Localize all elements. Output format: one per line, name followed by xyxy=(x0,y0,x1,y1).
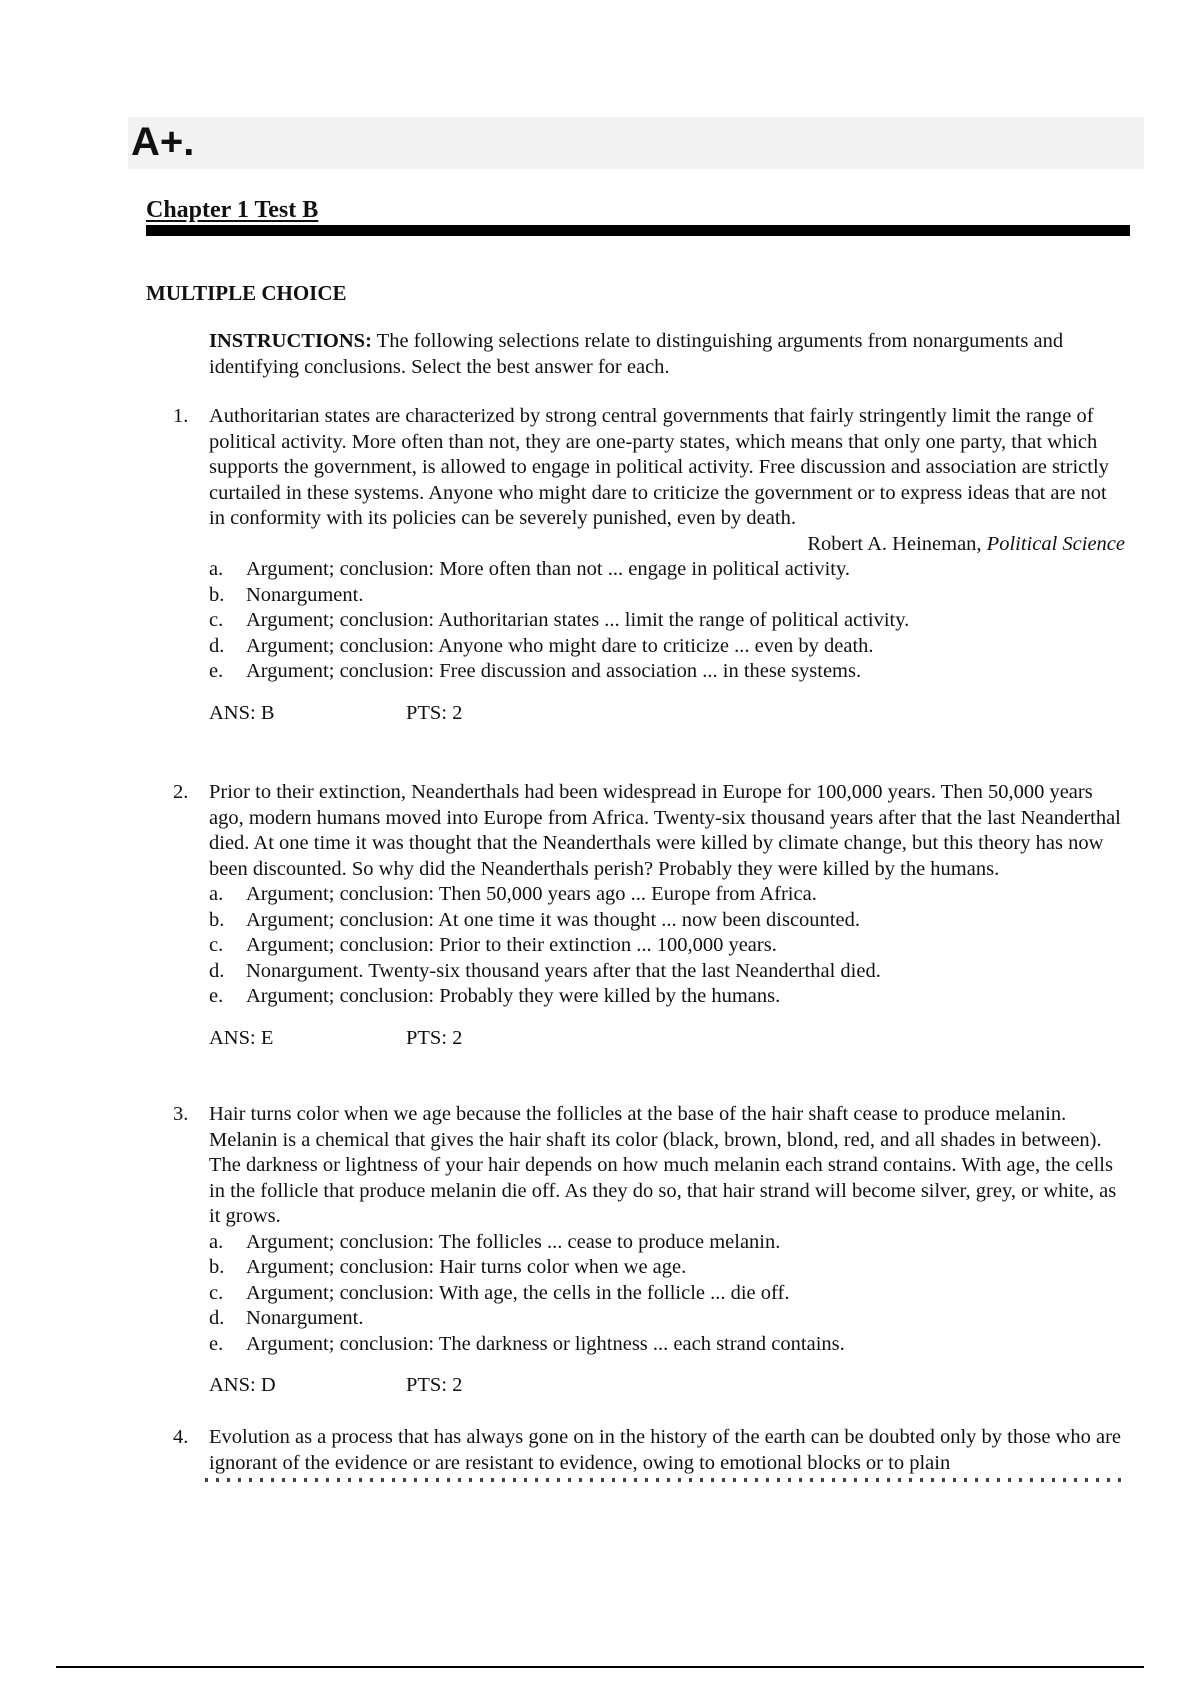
option-text: Argument; conclusion: At one time it was thought ... now been discounted. xyxy=(246,908,860,931)
option-letter: b. xyxy=(209,1256,225,1278)
option-b xyxy=(209,1255,1200,1281)
chapter-title: Chapter 1 Test B xyxy=(146,197,319,223)
option-letter: c. xyxy=(209,609,224,631)
option-letter: d. xyxy=(209,1307,225,1329)
option-e xyxy=(209,659,1200,685)
answer-options xyxy=(209,882,1200,1010)
option-text: Argument; conclusion: The darkness or lightness ... each strand contains. xyxy=(246,1332,845,1355)
option-letter: c. xyxy=(209,1281,224,1304)
option-text: Argument; conclusion: Free discussion and association ... in these systems. xyxy=(246,660,862,682)
question-2 xyxy=(0,780,1200,1052)
question-text: Authoritarian states are characterized by strong central governments that fairly stringently limit the range of political activity. More often than not, they are one-party states, which means that only one party, that which supports the government, is allowed to engage in political activity. Free discussion and association are strictly curtailed in these systems. Anyone who might dare to criticize the government or to express ideas that are not in conformity with its policies can be severely punished, even by death. xyxy=(209,405,1109,529)
option-text: Nonargument. xyxy=(246,583,364,606)
points-value: PTS: 2 xyxy=(406,1374,463,1396)
question-1 xyxy=(0,404,1200,727)
title-rule xyxy=(146,225,1130,236)
option-text: Argument; conclusion: Then 50,000 years ago ... Europe from Africa. xyxy=(246,883,817,905)
option-e xyxy=(209,1332,1200,1358)
question-text: Hair turns color when we age because the follicles at the base of the hair shaft cease to produce melanin. Melanin is a chemical that gives the hair shaft its color (black, brown, blond, red, and all shades in between). The darkness or lightness of your hair depends on how much melanin each strand contains. With age, the cells in the follicle that produce melanin die off. As they do so, that hair strand will become silver, grey, or white, as it grows. xyxy=(209,1103,1117,1227)
answer-key: ANS: E xyxy=(209,1026,274,1049)
option-letter: d. xyxy=(209,634,225,657)
option-text: Argument; conclusion: Anyone who might dare to criticize ... even by death. xyxy=(246,634,874,657)
source-author: Robert A. Heineman, xyxy=(807,532,982,555)
option-text: Argument; conclusion: With age, the cells in the follicle ... die off. xyxy=(246,1281,790,1304)
points-value: PTS: 2 xyxy=(406,701,463,724)
truncated-text-line xyxy=(205,1478,1125,1482)
option-text: Argument; conclusion: Probably they were killed by the humans. xyxy=(246,985,781,1007)
option-d xyxy=(209,634,1200,660)
option-a xyxy=(209,1230,1200,1256)
option-letter: a. xyxy=(209,883,224,905)
option-letter: e. xyxy=(209,1332,224,1355)
option-text: Argument; conclusion: Hair turns color when we age. xyxy=(246,1256,687,1278)
answer-key: ANS: B xyxy=(209,701,275,724)
option-c xyxy=(209,933,1200,959)
option-text: Nonargument. Twenty-six thousand years after that the last Neanderthal died. xyxy=(246,959,881,982)
question-number: 2. xyxy=(173,781,189,803)
option-text: Argument; conclusion: Authoritarian states ... limit the range of political activity. xyxy=(246,609,910,631)
option-a xyxy=(209,557,1200,583)
question-text: Prior to their extinction, Neanderthals had been widespread in Europe for 100,000 years. Then 50,000 years ago, modern humans moved into Europe from Africa. Twenty-six thousand years after that the last Neanderthal died. At one time it was thought that the Neanderthals were killed by climate change, but this theory has now been discounted. So why did the Neanderthals perish? Probably they were killed by the humans. xyxy=(209,781,1121,880)
instructions-text: The following selections relate to distinguishing arguments from nonarguments and identifying conclusions. Select the best answer for each. xyxy=(209,330,1064,378)
option-b xyxy=(209,583,1200,609)
option-letter: b. xyxy=(209,583,225,606)
answer-line xyxy=(209,1026,1200,1052)
option-b xyxy=(209,908,1200,934)
footer-rule xyxy=(56,1666,1144,1668)
site-logo: A+. xyxy=(131,120,195,164)
question-number: 3. xyxy=(173,1103,189,1125)
question-source xyxy=(209,532,1125,558)
question-number: 1. xyxy=(173,405,189,427)
answer-line xyxy=(209,701,1200,727)
option-d xyxy=(209,959,1200,985)
option-e xyxy=(209,984,1200,1010)
answer-line xyxy=(209,1373,1200,1399)
option-text: Argument; conclusion: The follicles ... cease to produce melanin. xyxy=(246,1230,781,1253)
option-text: Nonargument. xyxy=(246,1307,364,1329)
header-banner xyxy=(128,117,1144,169)
option-letter: b. xyxy=(209,908,225,931)
section-title: MULTIPLE CHOICE xyxy=(146,281,347,305)
instructions-label: INSTRUCTIONS: xyxy=(209,330,372,352)
option-letter: d. xyxy=(209,959,225,982)
option-letter: e. xyxy=(209,660,224,682)
option-a xyxy=(209,882,1200,908)
instructions xyxy=(209,329,1119,380)
answer-options xyxy=(209,557,1200,685)
question-number: 4. xyxy=(173,1426,189,1448)
answer-options xyxy=(209,1230,1200,1358)
option-text: Argument; conclusion: More often than not ... engage in political activity. xyxy=(246,558,851,580)
option-letter: e. xyxy=(209,985,224,1007)
question-4 xyxy=(0,1425,1200,1477)
option-letter: c. xyxy=(209,934,224,956)
source-title: Political Science xyxy=(986,532,1125,555)
option-d xyxy=(209,1306,1200,1332)
option-c xyxy=(209,1281,1200,1307)
question-3 xyxy=(0,1102,1200,1399)
option-c xyxy=(209,608,1200,634)
answer-key: ANS: D xyxy=(209,1374,276,1396)
option-letter: a. xyxy=(209,558,224,580)
option-letter: a. xyxy=(209,1230,224,1253)
option-text: Argument; conclusion: Prior to their extinction ... 100,000 years. xyxy=(246,934,777,956)
question-text: Evolution as a process that has always gone on in the history of the earth can be doubted only by those who are ignorant of the evidence or are resistant to evidence, owing to emotional blocks or to plain xyxy=(209,1426,1122,1474)
points-value: PTS: 2 xyxy=(406,1026,463,1049)
